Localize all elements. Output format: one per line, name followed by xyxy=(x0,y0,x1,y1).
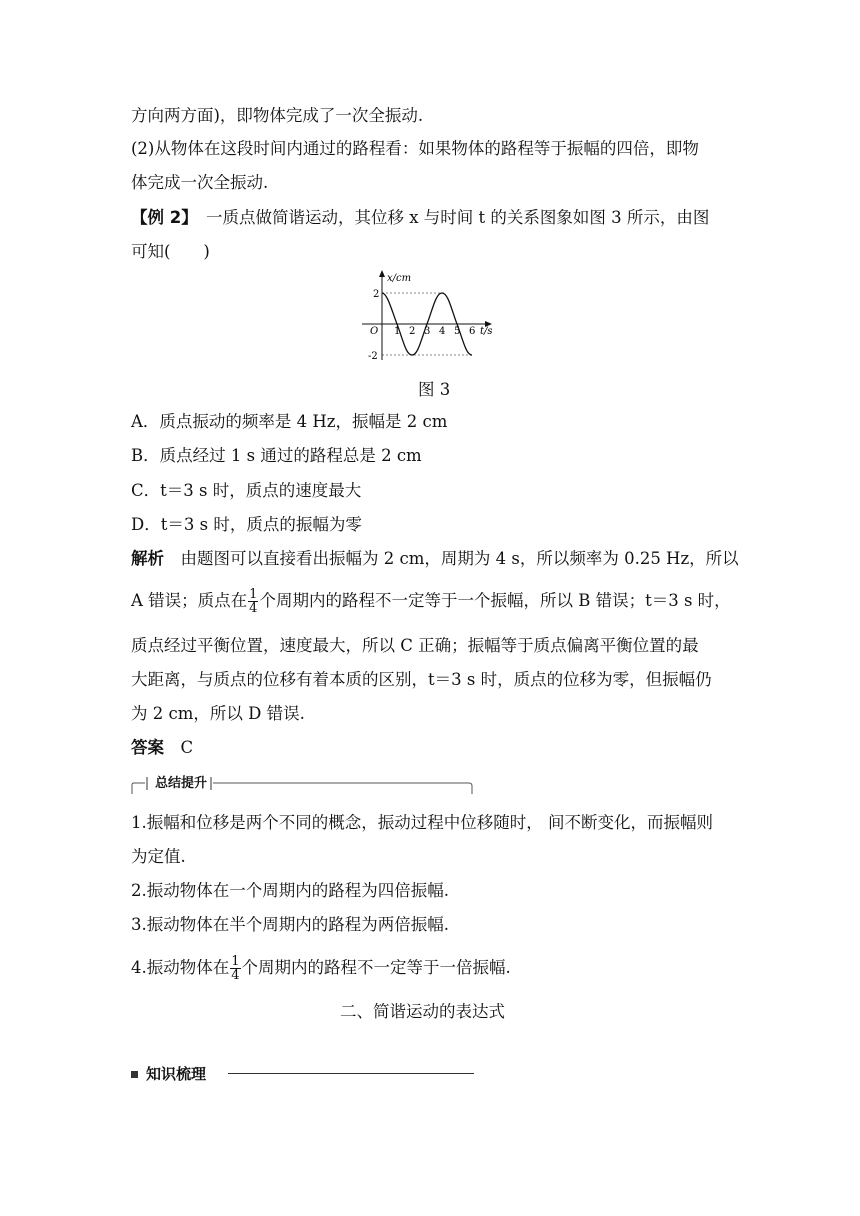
fraction-one-quarter: $\frac{1}{4}$ xyxy=(231,954,240,983)
displacement-time-graph xyxy=(360,268,505,363)
example-text: 一质点做简谐运动，其位移 x 与时间 t 的关系图象如图 3 所示，由图 xyxy=(205,208,710,227)
figure-caption: 图 3 xyxy=(418,380,451,399)
summary-text: 个周期内的路程不一定等于一倍振幅. xyxy=(241,958,511,977)
option-b: B．质点经过 1 s 通过的路程总是 2 cm xyxy=(131,446,422,465)
x-axis-label: t/s xyxy=(480,326,493,337)
summary-line: 2.振动物体在一个周期内的路程为四倍振幅. xyxy=(131,881,449,900)
summary-label: 总结提升 xyxy=(155,776,208,791)
fraction-one-quarter: $\frac{1}{4}$ xyxy=(249,587,258,616)
text-line: 体完成一次全振动. xyxy=(131,173,269,192)
option-a: A．质点振动的频率是 4 Hz，振幅是 2 cm xyxy=(131,412,448,431)
answer-value: C xyxy=(180,738,194,757)
analysis-line: 大距离，与质点的位移有着本质的区别，t＝3 s 时，质点的位移为零，但振幅仍 xyxy=(131,670,712,689)
analysis-line xyxy=(131,588,731,615)
text-line: 方向两方面)，即物体完成了一次全振动. xyxy=(131,106,424,125)
example-line xyxy=(131,206,709,230)
x-tick-6: 6 xyxy=(469,326,476,337)
summary-line xyxy=(131,955,511,982)
answer-label: 答案 xyxy=(131,738,164,757)
text-line: 可知( ) xyxy=(131,242,210,261)
analysis-text: 个周期内的路程不一定等于一个振幅，所以 B 错误；t＝3 s 时， xyxy=(259,591,731,610)
analysis-line: 质点经过平衡位置，速度最大，所以 C 正确；振幅等于质点偏离平衡位置的最 xyxy=(131,636,699,655)
summary-text: 4.振动物体在 xyxy=(131,958,230,977)
x-tick-4: 4 xyxy=(439,326,446,337)
analysis-line: 为 2 cm，所以 D 错误. xyxy=(131,704,305,723)
heading-rule xyxy=(228,1073,474,1074)
y-tick-2: 2 xyxy=(373,289,380,300)
x-tick-2: 2 xyxy=(409,326,416,337)
x-tick-1: 1 xyxy=(394,326,401,337)
x-tick-5: 5 xyxy=(454,326,461,337)
analysis-text: A 错误；质点在 xyxy=(131,591,248,610)
summary-line: 3.振动物体在半个周期内的路程为两倍振幅. xyxy=(131,915,449,934)
summary-line: 为定值. xyxy=(131,847,186,866)
origin-label: O xyxy=(370,326,379,337)
option-c: C．t＝3 s 时，质点的速度最大 xyxy=(131,481,362,500)
x-tick-3: 3 xyxy=(424,326,431,337)
y-tick-neg2: -2 xyxy=(368,351,378,362)
text-line: (2)从物体在这段时间内通过的路程看：如果物体的路程等于振幅的四倍，即物 xyxy=(131,139,699,158)
knowledge-heading: 知识梳理 xyxy=(131,1062,206,1086)
analysis-text: 由题图可以直接看出振幅为 2 cm，周期为 4 s，所以频率为 0.25 Hz，所以 xyxy=(180,549,739,568)
analysis-line xyxy=(131,547,739,571)
square-bullet-icon xyxy=(131,1071,138,1078)
summary-line: 1.振幅和位移是两个不同的概念，振动过程中位移随时， 间不断变化，而振幅则 xyxy=(131,813,713,832)
analysis-label: 解析 xyxy=(131,549,164,568)
example-label: 【例 2】 xyxy=(131,208,190,227)
option-d: D．t＝3 s 时，质点的振幅为零 xyxy=(131,515,362,534)
answer-line xyxy=(131,736,193,760)
y-axis-label: x/cm xyxy=(387,273,412,284)
section-heading: 二、简谐运动的表达式 xyxy=(340,1002,505,1021)
